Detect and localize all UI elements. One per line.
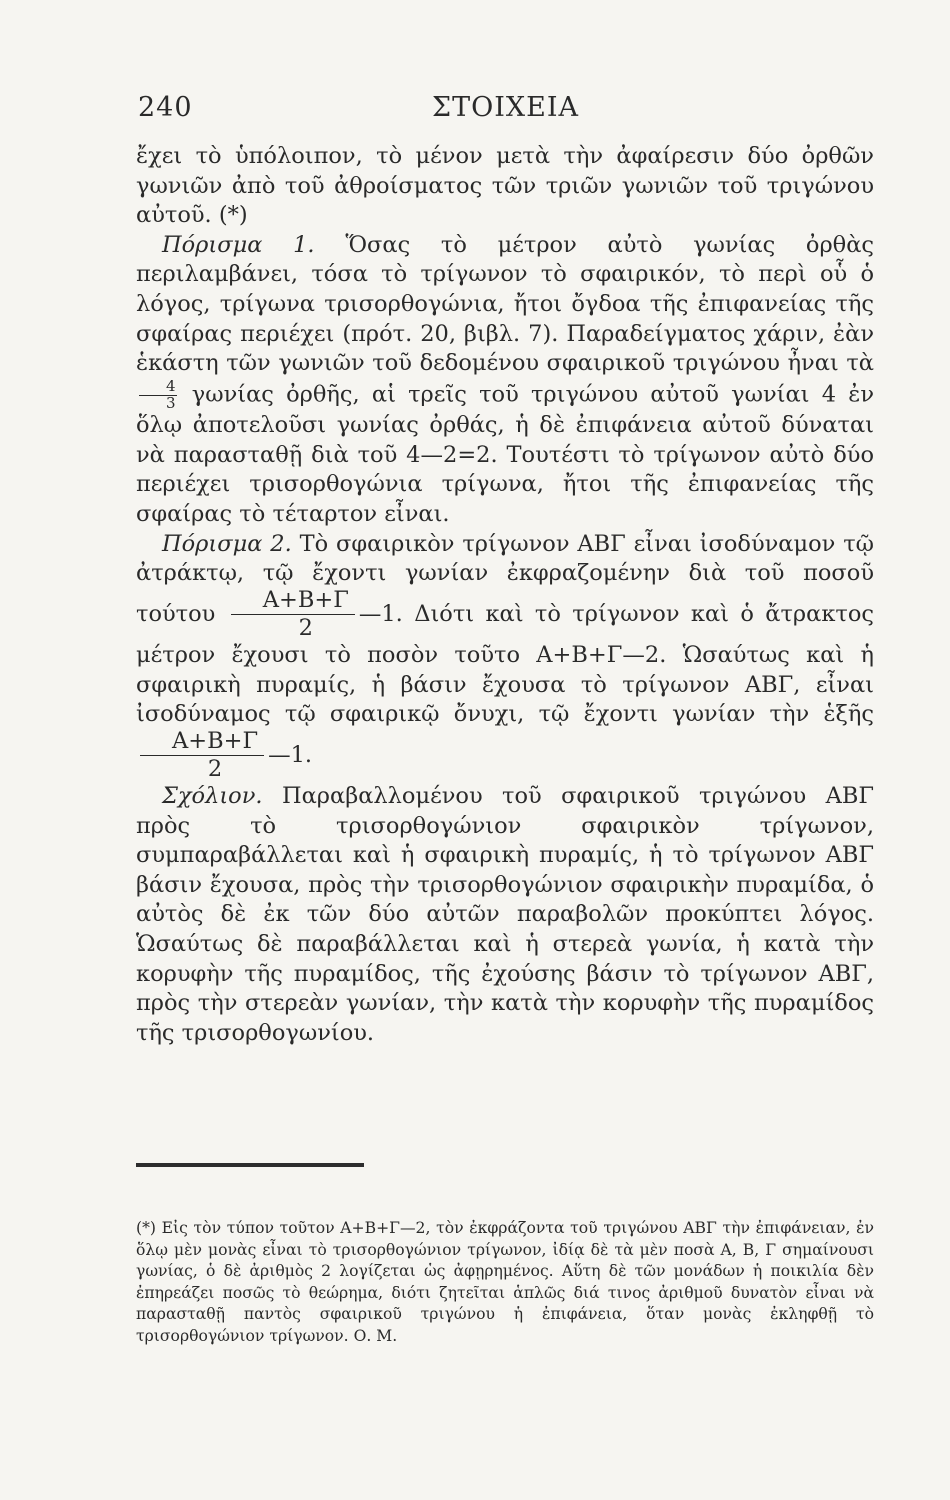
fraction-angle-sum-1 — [231, 586, 355, 642]
footnote-text: (*) Εἰς τὸν τύπον τοῦτον Α+Β+Γ—2, τὸν ἐκφράζοντα τοῦ τριγώνου ΑΒΓ τὴν ἐπιφάνειαν, ἐν ὅλῳ μὲν μονὰς εἶναι τὸ τρισορθογώνιον τρίγωνον, ἰδίᾳ δὲ τὰ μὲν ποσὰ Α, Β, Γ σημαίνουσι γωνίας, ὁ δὲ ἀριθμὸς 2 λογίζεται ὡς ἀφῃρημένος. Αὕτη δὲ τῶν μονάδων ἡ ποικιλία δὲν ἐπηρεάζει ποσῶς τὸ θεώρημα, διότι ζητεῖται ἁπλῶς διά τινος ἀριθμοῦ δυνατὸν εἶναι νὰ παρασταθῇ παντὸς σφαιρικοῦ τριγώνου ἡ ἐπιφάνεια, ὅταν μονὰς ἐκληφθῇ τὸ τρισορθογώνιον τρίγωνον. — [136, 1219, 874, 1345]
corollary-1-text-a: Ὅσας τὸ μέτρον αὐτὸ γωνίας ὀρθὰς περιλαμβάνει, τόσα τὸ τρίγωνον τὸ σφαιρικόν, τὸ περὶ οὗ ὁ λόγος, τρίγωνα τρισορθογώνια, ἤτοι ὄγδοα τῆς ἐπιφανείας τῆς σφαίρας περιέχει (πρότ. 20, βιβλ. 7). Παραδείγματος χάριν, ἐὰν ἑκάστη τῶν γωνιῶν τοῦ δεδομένου σφαιρικοῦ τριγώνου ἦναι τὰ — [136, 231, 875, 377]
corollary-1-text-b: γωνίας ὀρθῆς, αἱ τρεῖς τοῦ τριγώνου αὐτοῦ γωνίαι 4 ἐν ὅλῳ ἀποτελοῦσι γωνίας ὀρθάς, ἡ δὲ ἐπιφάνεια αὐτοῦ δύναται νὰ παρασταθῇ διὰ τοῦ 4—2=2. Τουτέστι τὸ τρίγωνον αὐτὸ δύο περιέχει τρισορθογώνια τρίγωνα, ἤτοι τῆς ἐπιφανείας τῆς σφαίρας τὸ τέταρτον εἶναι. — [136, 381, 874, 528]
corollary-2-text-c: —1. — [268, 741, 313, 768]
fraction-numerator: Α+Β+Γ — [140, 730, 264, 757]
main-text — [136, 142, 874, 1048]
scholium — [136, 782, 874, 1048]
footnote-separator — [136, 1163, 364, 1167]
running-title: ΣΤΟΙΧΕΙΑ — [432, 92, 579, 123]
corollary-2-label: Πόρισμα 2. — [162, 530, 292, 557]
fraction-four-thirds — [139, 376, 177, 412]
corollary-2-text-a: Τὸ σφαιρικὸν τρίγωνον ΑΒΓ εἶναι ἰσοδύναμον τῷ ἀτράκτῳ, τῷ ἔχοντι γωνίαν ἐκφραζομένην διὰ τοῦ ποσοῦ τούτου — [136, 530, 874, 627]
fraction-numerator: 4 — [139, 379, 177, 396]
corollary-1 — [136, 231, 874, 530]
scholium-text: Παραβαλλομένου τοῦ σφαιρικοῦ τριγώνου ΑΒΓ πρὸς τὸ τρισορθογώνιον σφαιρικὸν τρίγωνον, συμπαραβάλλεται καὶ ἡ σφαιρικὴ πυραμίς, ἡ τὸ τρίγωνον ΑΒΓ βάσιν ἔχουσα, πρὸς τὴν τρισορθογώνιον σφαιρικὴν πυραμίδα, ὁ αὐτὸς δὲ ἐκ τῶν δύο αὐτῶν παραβολῶν προκύπτει λόγος. Ὡσαύτως δὲ παραβάλλεται καὶ ἡ στερεὰ γωνία, ἡ κατὰ τὴν κορυφὴν τῆς πυραμίδος, τῆς ἐχούσης βάσιν τὸ τρίγωνον ΑΒΓ, πρὸς τὴν στερεὰν γωνίαν, τὴν κατὰ τὴν κορυφὴν τῆς πυραμίδος τῆς τρισορθογωνίου. — [136, 783, 874, 1046]
corollary-1-label: Πόρισμα 1. — [162, 231, 315, 258]
page-number: 240 — [138, 92, 193, 123]
scholium-label: Σχόλιον. — [162, 783, 263, 810]
corollary-2-text-b: —1. Διότι καὶ τὸ τρίγωνον καὶ ὁ ἄτρακτος μέτρον ἔχουσι τὸ ποσὸν τοῦτο Α+Β+Γ—2. Ὡσαύτως καὶ ἡ σφαιρικὴ πυραμίς, ἡ βάσιν ἔχουσα τὸ τρίγωνον ΑΒΓ, εἶναι ἰσοδύναμος τῷ σφαιρικῷ ὄνυχι, τῷ ἔχοντι γωνίαν τὴν ἑξῆς — [136, 600, 875, 728]
footnote — [136, 1218, 874, 1347]
running-header — [138, 92, 873, 132]
fraction-angle-sum-2 — [140, 727, 264, 783]
fraction-denominator: 2 — [298, 615, 313, 642]
fraction-denominator: 3 — [166, 393, 176, 412]
paragraph-continuation-text: ἔχει τὸ ὑπόλοιπον, τὸ μένον μετὰ τὴν ἀφαίρεσιν δύο ὀρθῶν γωνιῶν ἀπὸ τοῦ ἀθροίσματος τῶν τριῶν γωνιῶν τοῦ τριγώνου αὐτοῦ. (*) — [136, 143, 874, 229]
fraction-denominator: 2 — [207, 756, 223, 783]
footnote-signature: Ο. Μ. — [353, 1326, 398, 1345]
paragraph-continuation — [136, 142, 874, 231]
corollary-2 — [136, 530, 874, 782]
fraction-numerator: Α+Β+Γ — [231, 589, 355, 616]
